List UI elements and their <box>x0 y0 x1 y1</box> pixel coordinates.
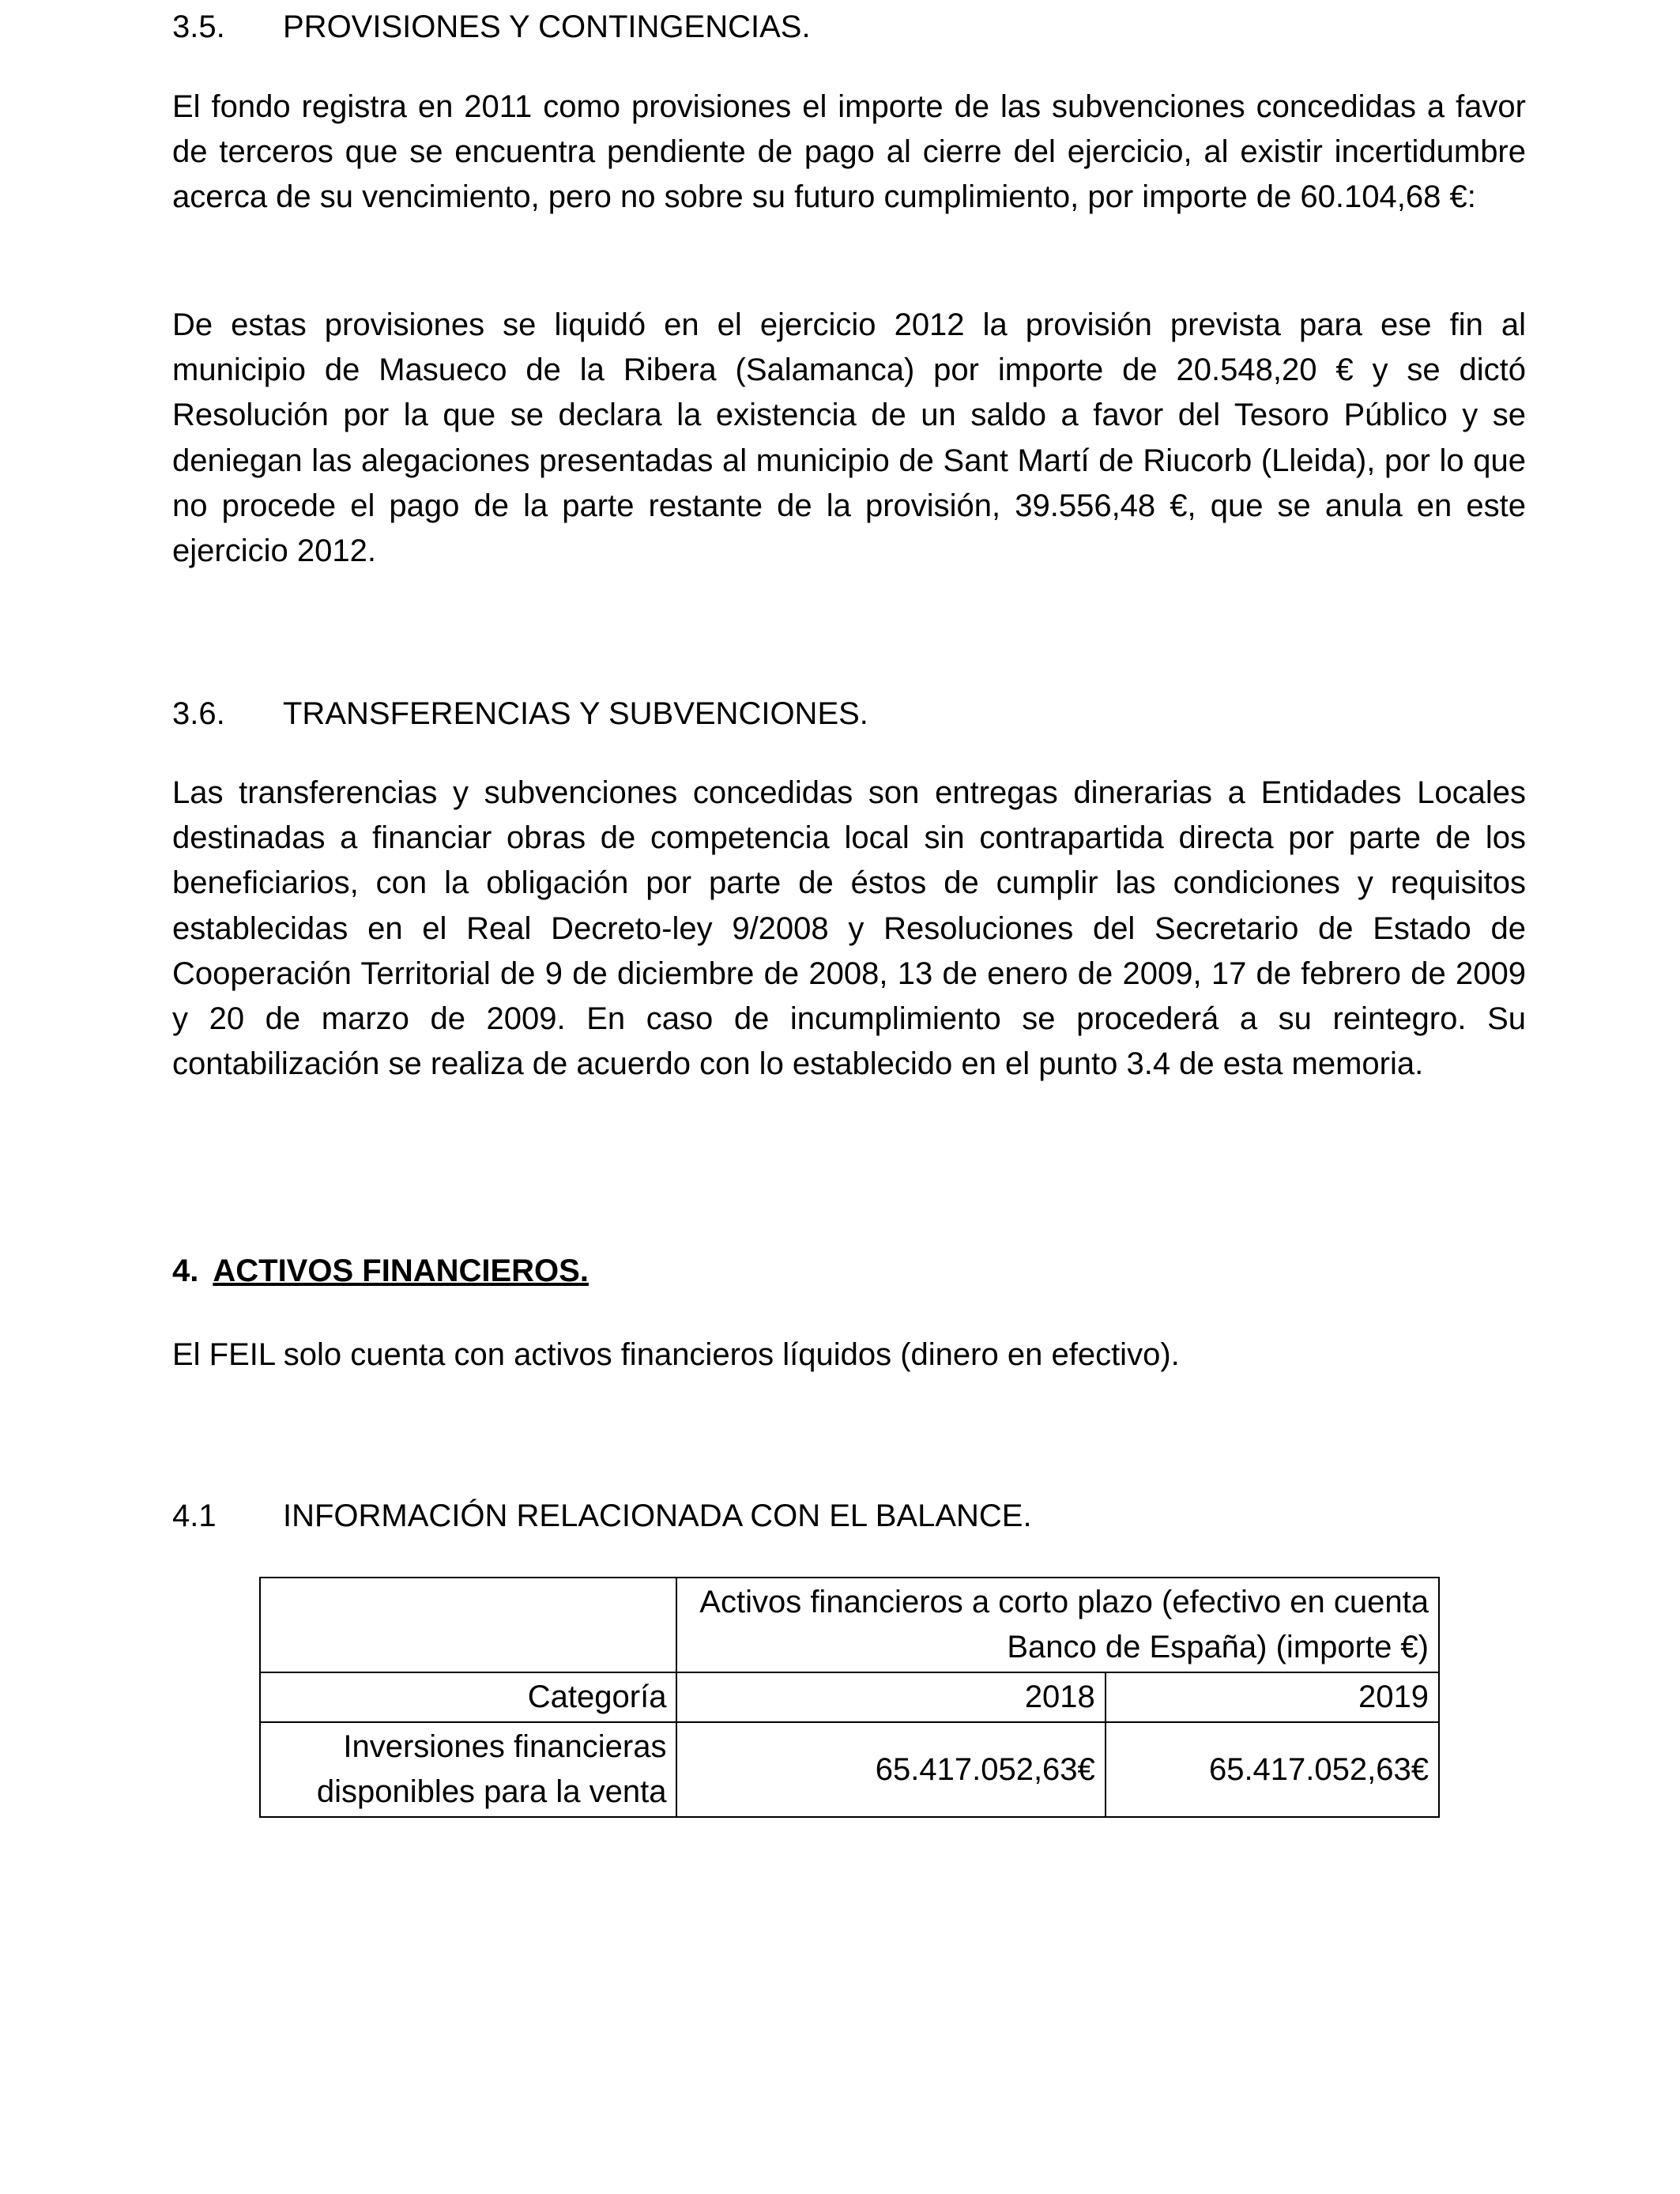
paragraph: El fondo registra en 2011 como provisiones el importe de las subvenciones concedidas a favor de terceros que se encuentra pendiente de pago al cierre del ejercicio, al existir incertidumbre acerca de su vencimiento, pero no sobre su futuro cumplimiento, por importe de 60.104,68 €: <box>172 89 1526 215</box>
empty-header-cell <box>260 1578 676 1672</box>
row-label-cell: Inversiones financieras disponibles para la venta <box>260 1722 676 1817</box>
section-4-heading <box>172 1249 589 1293</box>
paragraph: El FEIL solo cuenta con activos financieros líquidos (dinero en efectivo). <box>172 1337 1180 1372</box>
section-number: 3.6. <box>172 696 225 731</box>
section-number: 4. <box>172 1253 199 1288</box>
section-number: 4.1 <box>172 1498 217 1533</box>
category-label-cell: Categoría <box>260 1672 676 1722</box>
section-title: PROVISIONES Y CONTINGENCIAS. <box>283 9 811 44</box>
section-3-5-heading <box>172 5 811 49</box>
paragraph: Las transferencias y subvenciones concedidas son entregas dinerarias a Entidades Locales destinadas a financiar obras de competencia local sin contrapartida directa por parte de los beneficiarios, con la obligación por parte de éstos de cumplir las condiciones y requisitos establecidas en el Real Decreto-ley 9/2008 y Resoluciones del Secretario de Estado de Cooperación Territorial de 9 de diciembre de 2008, 13 de enero de 2009, 17 de febrero de 2009 y 20 de marzo de 2009. En caso de incumplimiento se procederá a su reintegro. Su contabilización se realiza de acuerdo con lo establecido en el punto 3.4 de esta memoria. <box>172 775 1526 1082</box>
table-row <box>260 1722 1439 1817</box>
section-3-6-heading <box>172 692 868 736</box>
section-number: 3.5. <box>172 9 225 44</box>
section-title: TRANSFERENCIAS Y SUBVENCIONES. <box>283 696 868 731</box>
section-title: ACTIVOS FINANCIEROS. <box>213 1253 589 1288</box>
value-cell: 65.417.052,63€ <box>676 1722 1105 1817</box>
section-4-1-heading <box>172 1494 1032 1538</box>
table-header-row <box>260 1578 1439 1672</box>
year-cell: 2019 <box>1106 1672 1439 1722</box>
table-year-row <box>260 1672 1439 1722</box>
group-header-cell: Activos financieros a corto plazo (efectivo en cuenta Banco de España) (importe €) <box>676 1578 1439 1672</box>
value-cell: 65.417.052,63€ <box>1106 1722 1439 1817</box>
year-cell: 2018 <box>676 1672 1105 1722</box>
paragraph: De estas provisiones se liquidó en el ejercicio 2012 la provisión prevista para ese fin al municipio de Masueco de la Ribera (Salamanca) por importe de 20.548,20 € y se dictó Resolución por la que se declara la existencia de un saldo a favor del Tesoro Público y se deniegan las alegaciones presentadas al municipio de Sant Martí de Riucorb (Lleida), por lo que no procede el pago de la parte restante de la provisión, 39.556,48 €, que se anula en este ejercicio 2012. <box>172 307 1526 569</box>
balance-table <box>259 1577 1440 1818</box>
section-title: INFORMACIÓN RELACIONADA CON EL BALANCE. <box>283 1498 1032 1533</box>
